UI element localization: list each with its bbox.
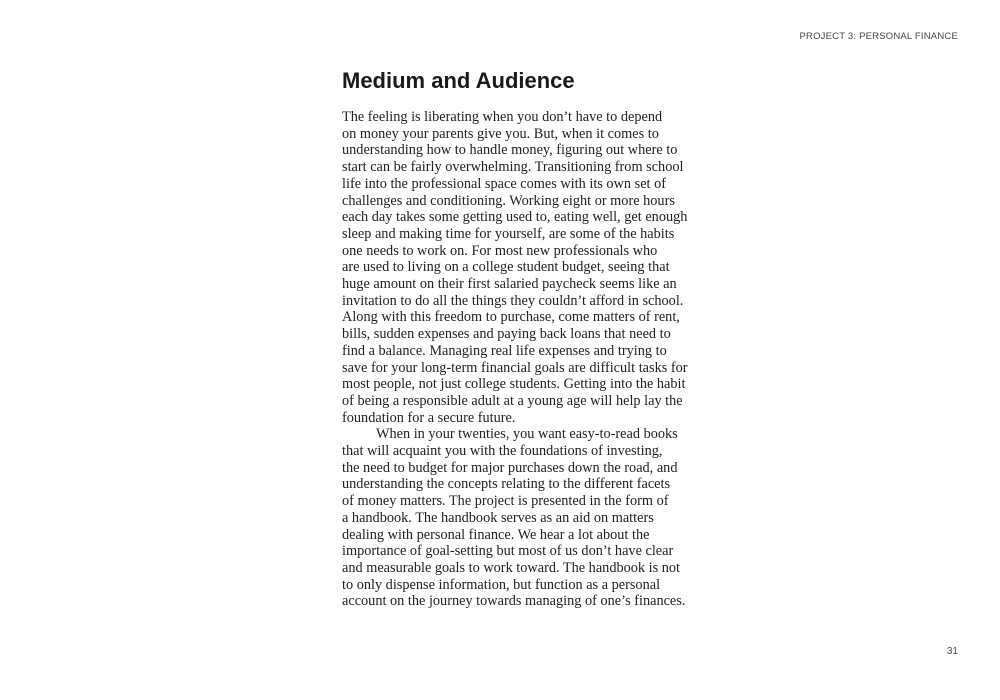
text-line: to only dispense information, but function as a personal	[342, 576, 661, 593]
text-line: the need to budget for major purchases down the road, and	[342, 459, 678, 476]
body-text	[342, 109, 702, 610]
text-line: huge amount on their first salaried paycheck seems like an	[342, 276, 677, 293]
text-line: understanding the concepts relating to the different facets	[342, 476, 671, 493]
text-line: each day takes some getting used to, eating well, get enough	[342, 209, 688, 226]
text-line: a handbook. The handbook serves as an aid on matters	[342, 509, 654, 526]
text-line: of money matters. The project is presented in the form of	[342, 493, 669, 510]
text-line: on money your parents give you. But, when it comes to	[342, 125, 659, 142]
text-line: bills, sudden expenses and paying back loans that need to	[342, 326, 671, 343]
text-line: sleep and making time for yourself, are some of the habits	[342, 225, 675, 242]
text-line: find a balance. Managing real life expenses and trying to	[342, 342, 667, 359]
text-line: life into the professional space comes with its own set of	[342, 175, 666, 192]
text-line: invitation to do all the things they couldn’t afford in school.	[342, 292, 684, 309]
text-line: and measurable goals to work toward. The handbook is not	[342, 559, 681, 576]
text-line: challenges and conditioning. Working eight or more hours	[342, 192, 675, 209]
paragraph-1	[342, 109, 702, 426]
paragraph-2	[342, 426, 702, 610]
text-line: one needs to work on. For most new professionals who	[342, 242, 658, 259]
page-title: Medium and Audience	[342, 68, 575, 93]
text-line: save for your long-term financial goals are difficult tasks for	[342, 359, 688, 376]
running-header: PROJECT 3: PERSONAL FINANCE	[799, 31, 958, 42]
text-line: understanding how to handle money, figuring out where to	[342, 142, 678, 159]
text-line: dealing with personal finance. We hear a lot about the	[342, 526, 650, 543]
text-line: Along with this freedom to purchase, come matters of rent,	[342, 309, 680, 326]
text-line: most people, not just college students. Getting into the habit	[342, 376, 686, 393]
text-line: that will acquaint you with the foundations of investing,	[342, 443, 663, 460]
text-line: of being a responsible adult at a young age will help lay the	[342, 392, 683, 409]
text-line: The feeling is liberating when you don’t have to depend	[342, 109, 663, 125]
text-line: are used to living on a college student budget, seeing that	[342, 259, 670, 276]
text-line: importance of goal-setting but most of us don’t have clear	[342, 543, 674, 560]
page-number: 31	[946, 646, 958, 657]
text-line: account on the journey towards managing of one’s finances.	[342, 593, 686, 610]
text-line: When in your twenties, you want easy-to-read books	[376, 426, 678, 443]
text-line: start can be fairly overwhelming. Transitioning from school	[342, 159, 684, 176]
text-line: foundation for a secure future.	[342, 409, 516, 426]
